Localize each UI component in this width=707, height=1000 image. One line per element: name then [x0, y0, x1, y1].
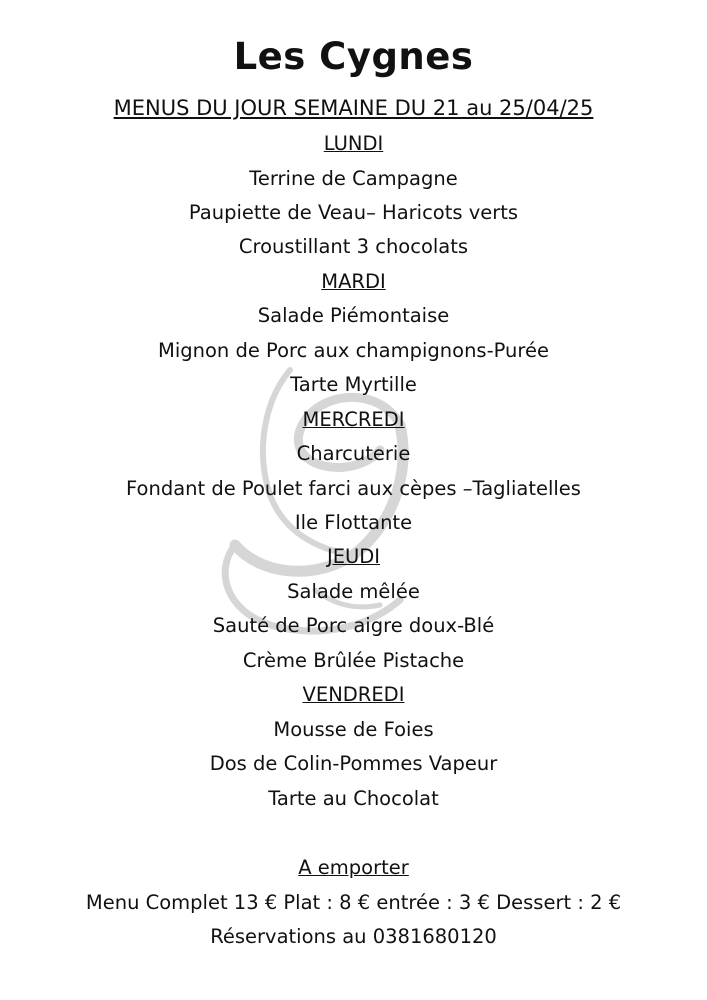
dish-main: Paupiette de Veau– Haricots verts [188, 201, 519, 224]
day-heading-monday: LUNDI [323, 132, 384, 155]
day-heading-tuesday: MARDI [321, 270, 386, 293]
restaurant-name: Les Cygnes [233, 35, 474, 78]
dish-main: Dos de Colin-Pommes Vapeur [209, 752, 498, 775]
dish-starter: Salade mêlée [287, 580, 420, 603]
dish-dessert: Tarte au Chocolat [268, 787, 439, 810]
dish-starter: Charcuterie [296, 442, 411, 465]
menu-week-heading: MENUS DU JOUR SEMAINE DU 21 au 25/04/25 [113, 96, 594, 120]
reservations-phone: Réservations au 0381680120 [210, 925, 497, 948]
dish-dessert: Crème Brûlée Pistache [242, 649, 465, 672]
day-heading-thursday: JEUDI [326, 545, 381, 568]
dish-starter: Mousse de Foies [273, 718, 434, 741]
takeaway-heading: A emporter [298, 856, 409, 879]
day-heading-wednesday: MERCREDI [302, 408, 405, 431]
dish-dessert: Tarte Myrtille [290, 373, 417, 396]
dish-starter: Salade Piémontaise [257, 304, 450, 327]
dish-starter: Terrine de Campagne [249, 167, 458, 190]
takeaway-prices: Menu Complet 13 € Plat : 8 € entrée : 3 € Dessert : 2 € [85, 891, 622, 914]
dish-dessert: Ile Flottante [294, 511, 413, 534]
dish-main: Sauté de Porc aigre doux-Blé [212, 614, 495, 637]
dish-main: Mignon de Porc aux champignons-Purée [158, 339, 549, 362]
dish-dessert: Croustillant 3 chocolats [238, 235, 469, 258]
dish-main: Fondant de Poulet farci aux cèpes –Tagliatelles [126, 477, 581, 500]
day-heading-friday: VENDREDI [302, 683, 405, 706]
